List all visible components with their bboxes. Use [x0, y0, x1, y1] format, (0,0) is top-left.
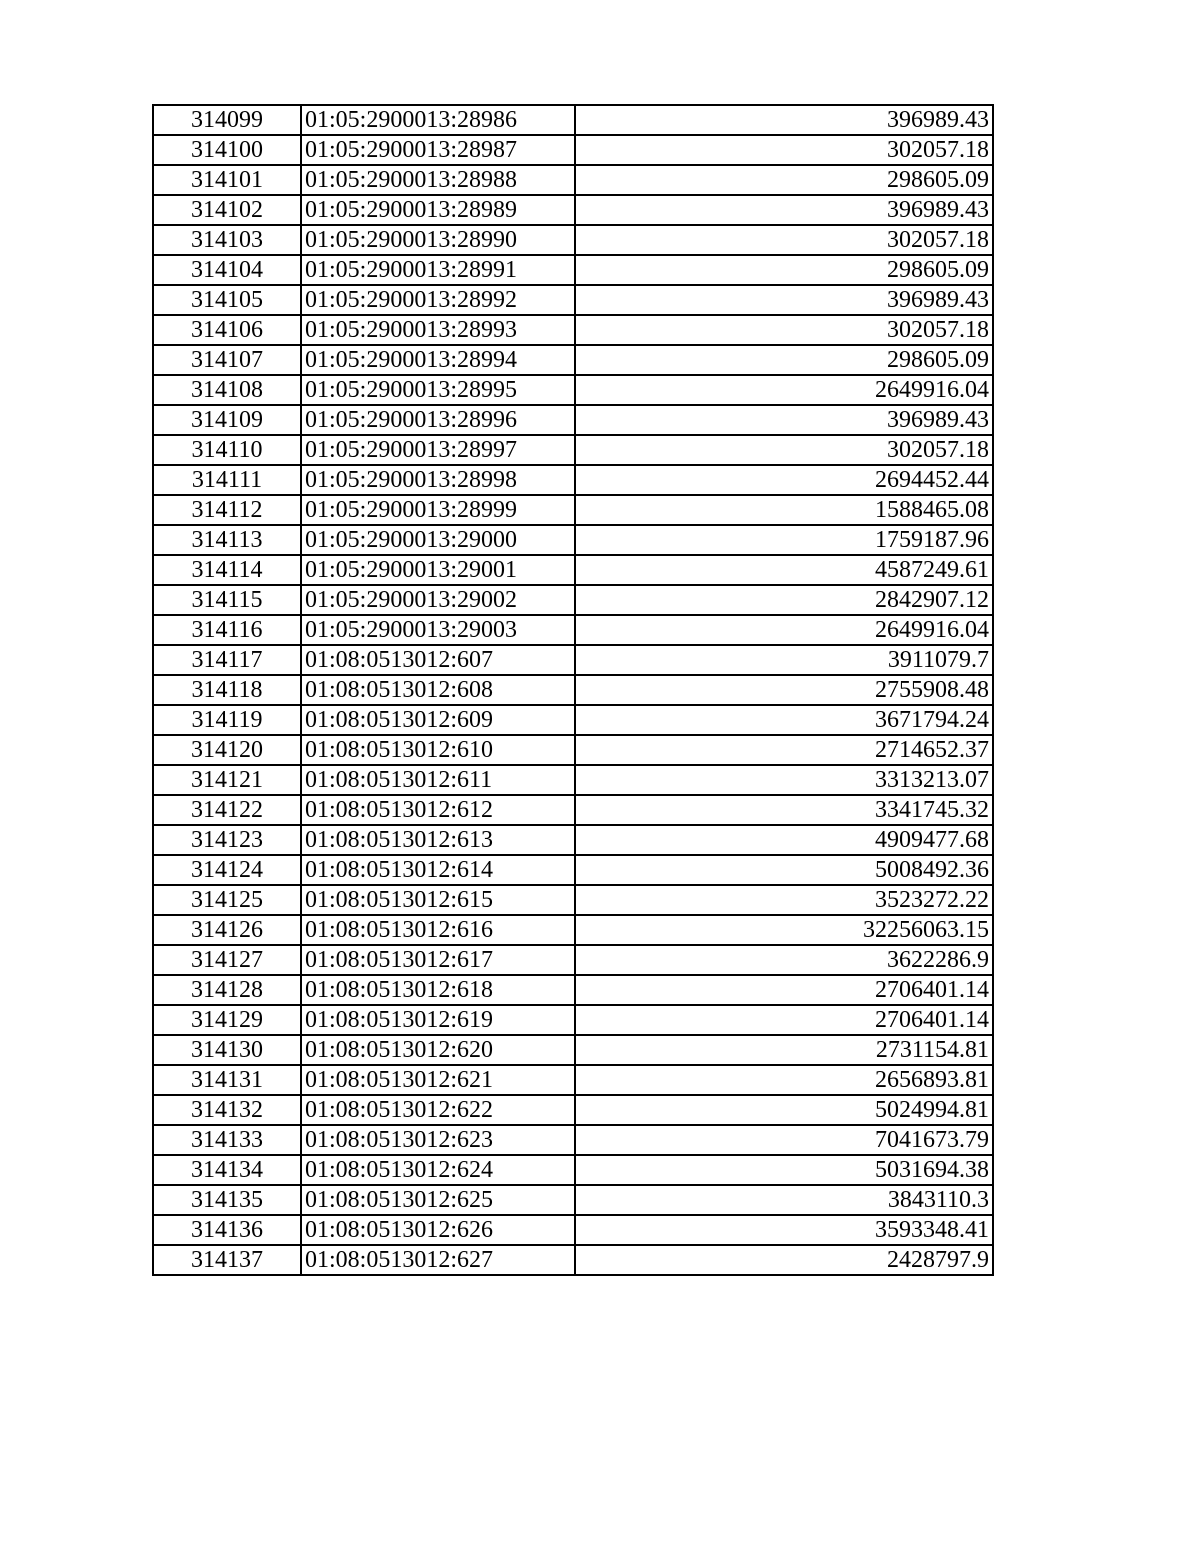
table-body: [153, 105, 993, 1275]
amount-cell: 302057.18: [575, 435, 993, 465]
record-number-cell: 314103: [153, 225, 301, 255]
amount-cell: 1588465.08: [575, 495, 993, 525]
amount-cell: 3523272.22: [575, 885, 993, 915]
amount-cell: 298605.09: [575, 345, 993, 375]
amount-cell: 3911079.7: [575, 645, 993, 675]
cadastral-code-cell: 01:08:0513012:612: [301, 795, 575, 825]
table-row: [153, 1065, 993, 1095]
record-number-cell: 314116: [153, 615, 301, 645]
record-number-cell: 314114: [153, 555, 301, 585]
table-row: [153, 285, 993, 315]
cadastral-code-cell: 01:08:0513012:625: [301, 1185, 575, 1215]
amount-cell: 302057.18: [575, 225, 993, 255]
table-row: [153, 645, 993, 675]
table-row: [153, 1215, 993, 1245]
cadastral-code-cell: 01:08:0513012:621: [301, 1065, 575, 1095]
amount-cell: 2755908.48: [575, 675, 993, 705]
cadastral-code-cell: 01:08:0513012:614: [301, 855, 575, 885]
amount-cell: 3593348.41: [575, 1215, 993, 1245]
table-row: [153, 1125, 993, 1155]
cadastral-code-cell: 01:05:2900013:28999: [301, 495, 575, 525]
cadastral-code-cell: 01:05:2900013:28998: [301, 465, 575, 495]
amount-cell: 2714652.37: [575, 735, 993, 765]
table-row: [153, 885, 993, 915]
cadastral-code-cell: 01:08:0513012:626: [301, 1215, 575, 1245]
record-number-cell: 314104: [153, 255, 301, 285]
table-row: [153, 1245, 993, 1275]
table-row: [153, 825, 993, 855]
table-row: [153, 915, 993, 945]
table-row: [153, 765, 993, 795]
cadastral-code-cell: 01:08:0513012:624: [301, 1155, 575, 1185]
record-number-cell: 314101: [153, 165, 301, 195]
amount-cell: 396989.43: [575, 105, 993, 135]
cadastral-code-cell: 01:05:2900013:28988: [301, 165, 575, 195]
record-number-cell: 314117: [153, 645, 301, 675]
amount-cell: 302057.18: [575, 315, 993, 345]
table-row: [153, 1155, 993, 1185]
table-row: [153, 735, 993, 765]
record-number-cell: 314128: [153, 975, 301, 1005]
record-number-cell: 314107: [153, 345, 301, 375]
record-number-cell: 314110: [153, 435, 301, 465]
cadastral-code-cell: 01:05:2900013:28986: [301, 105, 575, 135]
cadastral-code-cell: 01:05:2900013:28992: [301, 285, 575, 315]
cadastral-code-cell: 01:05:2900013:28994: [301, 345, 575, 375]
cadastral-code-cell: 01:05:2900013:29003: [301, 615, 575, 645]
record-number-cell: 314118: [153, 675, 301, 705]
table-row: [153, 105, 993, 135]
table-row: [153, 1095, 993, 1125]
cadastral-code-cell: 01:05:2900013:29002: [301, 585, 575, 615]
record-number-cell: 314109: [153, 405, 301, 435]
record-number-cell: 314106: [153, 315, 301, 345]
record-number-cell: 314131: [153, 1065, 301, 1095]
cadastral-code-cell: 01:05:2900013:28987: [301, 135, 575, 165]
cadastral-code-cell: 01:05:2900013:28989: [301, 195, 575, 225]
table-row: [153, 435, 993, 465]
amount-cell: 2428797.9: [575, 1245, 993, 1275]
cadastral-code-cell: 01:05:2900013:28991: [301, 255, 575, 285]
record-number-cell: 314134: [153, 1155, 301, 1185]
table-row: [153, 495, 993, 525]
table-row: [153, 525, 993, 555]
cadastral-code-cell: 01:08:0513012:608: [301, 675, 575, 705]
record-number-cell: 314136: [153, 1215, 301, 1245]
cadastral-code-cell: 01:08:0513012:613: [301, 825, 575, 855]
record-number-cell: 314125: [153, 885, 301, 915]
record-number-cell: 314120: [153, 735, 301, 765]
amount-cell: 3622286.9: [575, 945, 993, 975]
amount-cell: 2649916.04: [575, 615, 993, 645]
amount-cell: 2649916.04: [575, 375, 993, 405]
amount-cell: 1759187.96: [575, 525, 993, 555]
amount-cell: 2656893.81: [575, 1065, 993, 1095]
record-number-cell: 314127: [153, 945, 301, 975]
record-number-cell: 314124: [153, 855, 301, 885]
amount-cell: 298605.09: [575, 255, 993, 285]
table-row: [153, 705, 993, 735]
table-row: [153, 195, 993, 225]
amount-cell: 2706401.14: [575, 1005, 993, 1035]
table-row: [153, 615, 993, 645]
cadastral-code-cell: 01:08:0513012:619: [301, 1005, 575, 1035]
cadastral-code-cell: 01:08:0513012:618: [301, 975, 575, 1005]
table-row: [153, 255, 993, 285]
amount-cell: 5008492.36: [575, 855, 993, 885]
record-number-cell: 314129: [153, 1005, 301, 1035]
cadastral-code-cell: 01:08:0513012:623: [301, 1125, 575, 1155]
table-row: [153, 1005, 993, 1035]
record-number-cell: 314115: [153, 585, 301, 615]
table-row: [153, 945, 993, 975]
data-table: [152, 104, 994, 1276]
record-number-cell: 314126: [153, 915, 301, 945]
amount-cell: 3341745.32: [575, 795, 993, 825]
record-number-cell: 314100: [153, 135, 301, 165]
record-number-cell: 314132: [153, 1095, 301, 1125]
amount-cell: 4909477.68: [575, 825, 993, 855]
amount-cell: 396989.43: [575, 195, 993, 225]
table-row: [153, 375, 993, 405]
amount-cell: 4587249.61: [575, 555, 993, 585]
cadastral-code-cell: 01:05:2900013:28995: [301, 375, 575, 405]
table-row: [153, 675, 993, 705]
table-row: [153, 975, 993, 1005]
table-row: [153, 405, 993, 435]
cadastral-code-cell: 01:08:0513012:611: [301, 765, 575, 795]
amount-cell: 7041673.79: [575, 1125, 993, 1155]
table-row: [153, 345, 993, 375]
amount-cell: 3313213.07: [575, 765, 993, 795]
amount-cell: 396989.43: [575, 405, 993, 435]
record-number-cell: 314123: [153, 825, 301, 855]
amount-cell: 396989.43: [575, 285, 993, 315]
record-number-cell: 314112: [153, 495, 301, 525]
cadastral-code-cell: 01:05:2900013:29000: [301, 525, 575, 555]
amount-cell: 32256063.15: [575, 915, 993, 945]
table-row: [153, 1185, 993, 1215]
amount-cell: 302057.18: [575, 135, 993, 165]
cadastral-code-cell: 01:08:0513012:622: [301, 1095, 575, 1125]
cadastral-code-cell: 01:08:0513012:617: [301, 945, 575, 975]
table-row: [153, 555, 993, 585]
amount-cell: 2731154.81: [575, 1035, 993, 1065]
amount-cell: 2842907.12: [575, 585, 993, 615]
cadastral-code-cell: 01:08:0513012:610: [301, 735, 575, 765]
cadastral-code-cell: 01:08:0513012:607: [301, 645, 575, 675]
record-number-cell: 314135: [153, 1185, 301, 1215]
amount-cell: 5031694.38: [575, 1155, 993, 1185]
table-row: [153, 225, 993, 255]
table-row: [153, 315, 993, 345]
cadastral-code-cell: 01:08:0513012:615: [301, 885, 575, 915]
table-row: [153, 135, 993, 165]
amount-cell: 3843110.3: [575, 1185, 993, 1215]
cadastral-code-cell: 01:05:2900013:28993: [301, 315, 575, 345]
cadastral-code-cell: 01:08:0513012:616: [301, 915, 575, 945]
cadastral-code-cell: 01:05:2900013:28990: [301, 225, 575, 255]
amount-cell: 298605.09: [575, 165, 993, 195]
table-row: [153, 1035, 993, 1065]
record-number-cell: 314111: [153, 465, 301, 495]
cadastral-code-cell: 01:05:2900013:29001: [301, 555, 575, 585]
record-number-cell: 314102: [153, 195, 301, 225]
table-row: [153, 585, 993, 615]
cadastral-code-cell: 01:05:2900013:28997: [301, 435, 575, 465]
record-number-cell: 314121: [153, 765, 301, 795]
record-number-cell: 314130: [153, 1035, 301, 1065]
table-row: [153, 855, 993, 885]
record-number-cell: 314105: [153, 285, 301, 315]
table-row: [153, 465, 993, 495]
record-number-cell: 314099: [153, 105, 301, 135]
cadastral-code-cell: 01:08:0513012:620: [301, 1035, 575, 1065]
record-number-cell: 314119: [153, 705, 301, 735]
amount-cell: 2694452.44: [575, 465, 993, 495]
amount-cell: 5024994.81: [575, 1095, 993, 1125]
table-row: [153, 795, 993, 825]
cadastral-code-cell: 01:05:2900013:28996: [301, 405, 575, 435]
cadastral-code-cell: 01:08:0513012:609: [301, 705, 575, 735]
record-number-cell: 314113: [153, 525, 301, 555]
cadastral-code-cell: 01:08:0513012:627: [301, 1245, 575, 1275]
record-number-cell: 314137: [153, 1245, 301, 1275]
record-number-cell: 314122: [153, 795, 301, 825]
record-number-cell: 314108: [153, 375, 301, 405]
amount-cell: 2706401.14: [575, 975, 993, 1005]
amount-cell: 3671794.24: [575, 705, 993, 735]
table-row: [153, 165, 993, 195]
record-number-cell: 314133: [153, 1125, 301, 1155]
